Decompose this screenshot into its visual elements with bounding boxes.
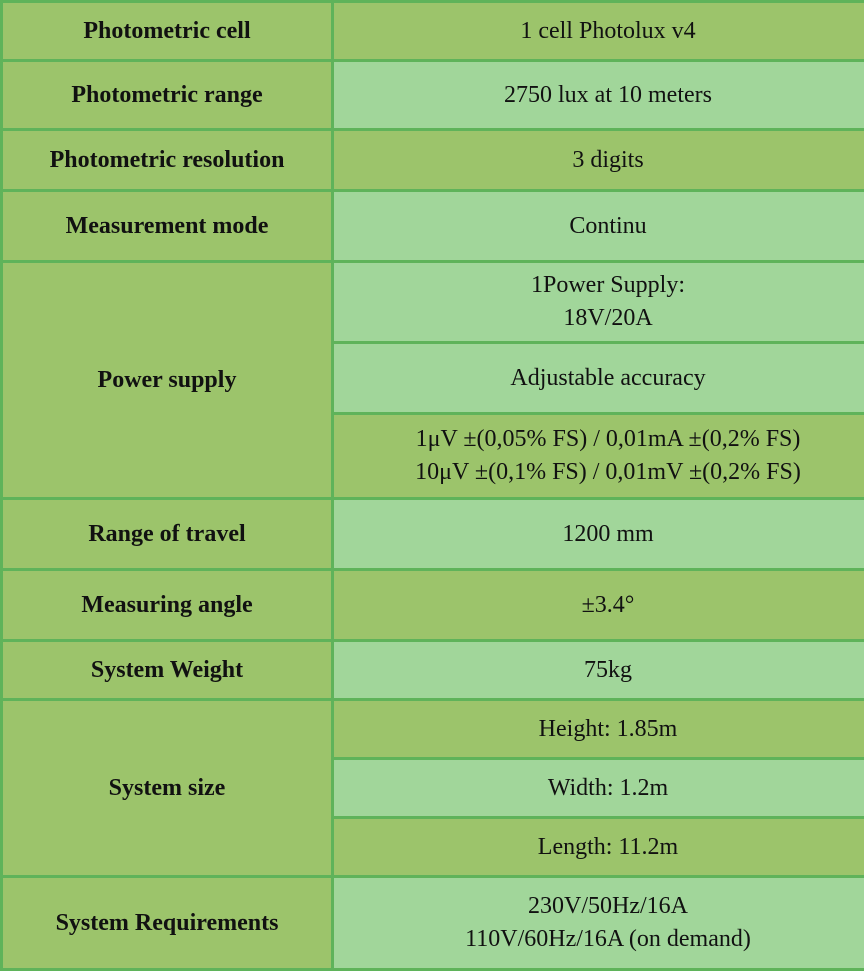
value-power-supply-unit: [333, 262, 864, 343]
requirements-line-2: 110V/60Hz/16A (on demand): [340, 923, 864, 956]
table-row-system-requirements: [2, 877, 864, 970]
table-row-photometric-cell: [2, 2, 864, 61]
value-measuring-angle: ±3.4°: [333, 570, 864, 641]
table-row-power-supply: [2, 262, 864, 343]
value-photometric-resolution: 3 digits: [333, 130, 864, 191]
value-system-height: Height: 1.85m: [333, 700, 864, 759]
value-system-width: Width: 1.2m: [333, 759, 864, 818]
label-photometric-resolution: Photometric resolution: [2, 130, 333, 191]
label-power-supply: Power supply: [2, 262, 333, 499]
value-range-of-travel: 1200 mm: [333, 499, 864, 570]
value-system-length: Length: 11.2m: [333, 818, 864, 877]
label-system-requirements: System Requirements: [2, 877, 333, 970]
table-row-photometric-range: [2, 61, 864, 130]
value-system-requirements: [333, 877, 864, 970]
table-row-photometric-resolution: [2, 130, 864, 191]
table-row-system-weight: [2, 641, 864, 700]
label-system-weight: System Weight: [2, 641, 333, 700]
value-measurement-mode: Continu: [333, 191, 864, 262]
label-range-of-travel: Range of travel: [2, 499, 333, 570]
accuracy-line-2: 10μV ±(0,1% FS) / 0,01mV ±(0,2% FS): [340, 456, 864, 489]
table-row-measurement-mode: [2, 191, 864, 262]
accuracy-line-1: 1μV ±(0,05% FS) / 0,01mA ±(0,2% FS): [340, 423, 864, 456]
requirements-line-1: 230V/50Hz/16A: [340, 890, 864, 923]
label-photometric-range: Photometric range: [2, 61, 333, 130]
table-row-range-of-travel: [2, 499, 864, 570]
label-system-size: System size: [2, 700, 333, 877]
value-adjustable-accuracy: Adjustable accuracy: [333, 343, 864, 414]
table-row-system-height: [2, 700, 864, 759]
value-photometric-cell: 1 cell Photolux v4: [333, 2, 864, 61]
value-photometric-range: 2750 lux at 10 meters: [333, 61, 864, 130]
label-measuring-angle: Measuring angle: [2, 570, 333, 641]
value-accuracy-specs: [333, 414, 864, 499]
power-supply-line-2: 18V/20A: [340, 302, 864, 335]
label-photometric-cell: Photometric cell: [2, 2, 333, 61]
label-measurement-mode: Measurement mode: [2, 191, 333, 262]
table-row-measuring-angle: [2, 570, 864, 641]
value-system-weight: 75kg: [333, 641, 864, 700]
power-supply-line-1: 1Power Supply:: [340, 269, 864, 302]
